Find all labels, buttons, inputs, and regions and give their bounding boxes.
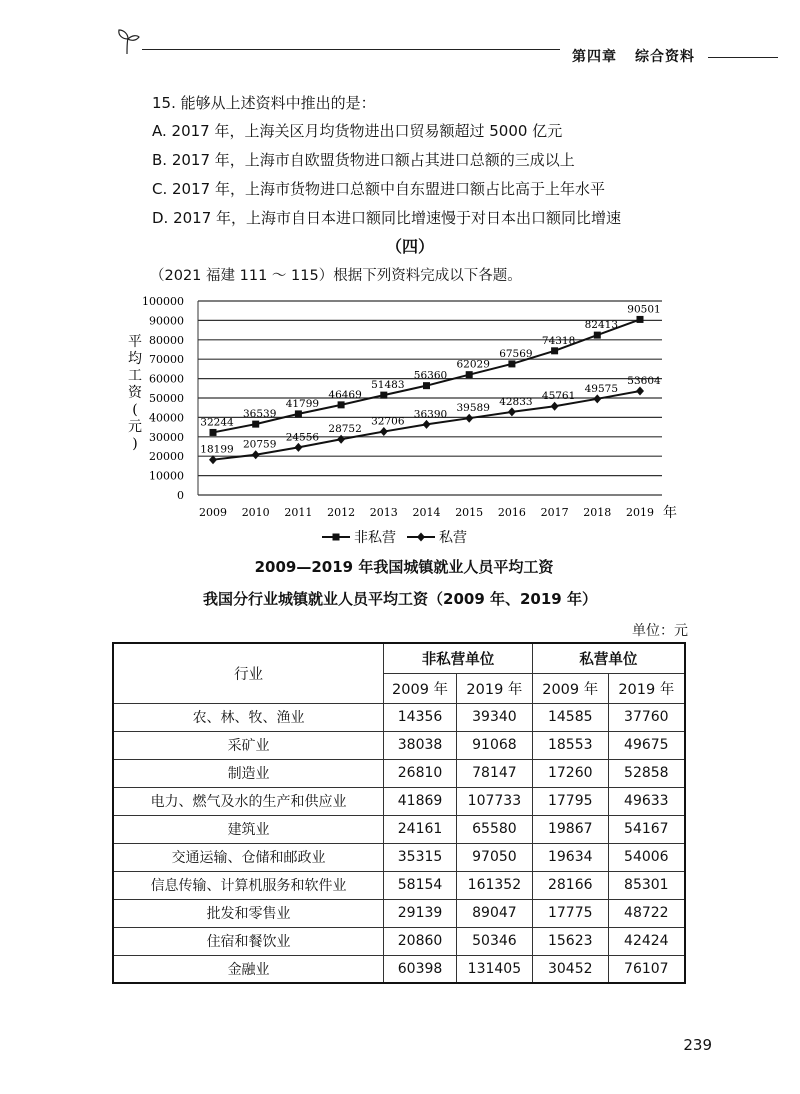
data-label: 41799 (285, 397, 320, 410)
wage-cell: 107733 (456, 787, 532, 815)
data-labels (200, 303, 661, 455)
diamond-marker (380, 427, 388, 436)
square-marker (637, 316, 644, 323)
square-marker (380, 392, 387, 399)
data-label: 24556 (285, 431, 320, 444)
data-label: 36539 (242, 408, 277, 421)
wage-cell: 91068 (456, 731, 532, 759)
diamond-marker (551, 402, 559, 411)
industry-cell: 批发和零售业 (113, 899, 384, 927)
y-axis-label (128, 334, 143, 452)
x-tick-label: 2010 (241, 506, 270, 519)
sprout-logo-icon (112, 26, 142, 56)
y-tick-label: 20000 (149, 450, 184, 464)
wage-cell: 49675 (608, 731, 685, 759)
option-a: A. 2017 年，上海关区月均货物进出口贸易额超过 5000 亿元 (152, 122, 563, 140)
header-year: 2019 年 (456, 673, 532, 703)
diamond-marker (294, 443, 302, 452)
page-number: 239 (683, 1036, 712, 1054)
section-label: 综合资料 (635, 49, 695, 65)
industry-cell: 电力、燃气及水的生产和供应业 (113, 787, 384, 815)
legend-diamond-marker (417, 533, 425, 542)
wage-cell: 30452 (532, 955, 608, 983)
wage-cell: 65580 (456, 815, 532, 843)
industry-cell: 住宿和餐饮业 (113, 927, 384, 955)
wage-cell: 42424 (608, 927, 685, 955)
data-label: 62029 (456, 358, 490, 371)
table-row (113, 843, 685, 871)
wage-cell: 60398 (384, 955, 457, 983)
diamond-marker (593, 394, 601, 403)
y-axis-ticks (142, 295, 184, 502)
x-tick-label: 2015 (455, 506, 484, 519)
wage-cell: 15623 (532, 927, 608, 955)
wage-cell: 35315 (384, 843, 457, 871)
x-tick-label: 2019 (626, 506, 654, 519)
square-marker (466, 371, 473, 378)
square-marker (594, 332, 601, 339)
y-axis-label-char: ( (132, 402, 138, 418)
y-tick-label: 40000 (149, 411, 184, 425)
industry-cell: 交通运输、仓储和邮政业 (113, 843, 384, 871)
wage-cell: 39340 (456, 703, 532, 731)
wage-cell: 48722 (608, 899, 685, 927)
square-marker (551, 347, 558, 354)
table-row (113, 955, 685, 983)
industry-cell: 制造业 (113, 759, 384, 787)
legend-label: 非私营 (354, 530, 396, 546)
x-tick-label: 2009 (199, 506, 227, 519)
x-axis-ticks (199, 504, 677, 521)
wage-cell: 58154 (384, 871, 457, 899)
wage-cell: 17775 (532, 899, 608, 927)
y-tick-label: 30000 (149, 430, 184, 444)
y-tick-label: 80000 (149, 333, 184, 347)
wage-cell: 24161 (384, 815, 457, 843)
question-title: 15. 能够从上述资料中推出的是： (152, 94, 376, 112)
y-axis-label-char: ) (132, 436, 138, 452)
data-label: 82413 (584, 319, 619, 332)
wage-cell: 54167 (608, 815, 685, 843)
industry-cell: 农、林、牧、渔业 (113, 703, 384, 731)
wage-cell: 50346 (456, 927, 532, 955)
data-label: 45761 (541, 390, 576, 403)
wage-cell: 131405 (456, 955, 532, 983)
header-rule-right (708, 57, 778, 58)
y-axis-label-char: 元 (128, 419, 142, 435)
x-tick-label: 2013 (369, 506, 398, 519)
header-non-private: 非私营单位 (384, 643, 533, 673)
y-tick-label: 0 (177, 489, 184, 502)
wage-cell: 20860 (384, 927, 457, 955)
wage-table (112, 642, 686, 984)
wage-cell: 52858 (608, 759, 685, 787)
data-label: 20759 (242, 438, 277, 451)
y-tick-label: 60000 (149, 372, 184, 386)
wage-cell: 28166 (532, 871, 608, 899)
wage-cell: 17795 (532, 787, 608, 815)
wage-cell: 49633 (608, 787, 685, 815)
wage-cell: 41869 (384, 787, 457, 815)
data-label: 36390 (413, 408, 448, 421)
data-label: 32706 (371, 415, 405, 428)
x-tick-label: 2016 (497, 506, 526, 519)
wage-cell: 89047 (456, 899, 532, 927)
square-marker (508, 360, 515, 367)
legend-square-marker (333, 534, 340, 541)
data-label: 42833 (499, 395, 533, 408)
wage-cell: 18553 (532, 731, 608, 759)
square-marker (423, 382, 430, 389)
wage-cell: 97050 (456, 843, 532, 871)
square-marker (210, 429, 217, 436)
x-tick-label: 2014 (412, 506, 441, 519)
header-private: 私营单位 (532, 643, 685, 673)
table-title: 我国分行业城镇就业人员平均工资（2009 年、2019 年） (203, 590, 597, 608)
diamond-marker (465, 414, 473, 423)
table-row (113, 703, 685, 731)
square-marker (338, 401, 345, 408)
data-label: 18199 (200, 443, 234, 456)
diamond-marker (508, 407, 516, 416)
x-tick-label: 2017 (540, 506, 569, 519)
industry-cell: 建筑业 (113, 815, 384, 843)
wage-cell: 17260 (532, 759, 608, 787)
wage-cell: 14585 (532, 703, 608, 731)
wage-cell: 161352 (456, 871, 532, 899)
header-industry: 行业 (113, 643, 384, 703)
chart-title: 2009—2019 年我国城镇就业人员平均工资 (254, 558, 554, 576)
square-marker (252, 421, 259, 428)
table-body (113, 703, 685, 983)
table-row (113, 871, 685, 899)
square-marker (295, 410, 302, 417)
y-axis-label-char: 工 (128, 368, 142, 384)
data-label: 51483 (371, 379, 405, 392)
legend-label: 私营 (439, 530, 467, 546)
table-row (113, 759, 685, 787)
data-label: 53604 (627, 375, 661, 388)
header-rule (142, 49, 560, 50)
table-row (113, 787, 685, 815)
running-header (572, 46, 713, 66)
industry-cell: 金融业 (113, 955, 384, 983)
wage-cell: 37760 (608, 703, 685, 731)
x-axis-unit: 年 (663, 505, 677, 521)
y-tick-label: 70000 (149, 353, 184, 367)
y-tick-label: 100000 (142, 295, 184, 308)
data-label: 28752 (328, 423, 362, 436)
diamond-marker (252, 450, 260, 459)
y-tick-label: 10000 (149, 469, 184, 483)
table-row (113, 731, 685, 759)
data-label: 56360 (413, 369, 448, 382)
y-tick-label: 90000 (149, 314, 184, 328)
diamond-marker (636, 387, 644, 396)
header-year: 2009 年 (384, 673, 457, 703)
y-tick-label: 50000 (149, 392, 184, 405)
diamond-marker (423, 420, 431, 429)
wage-cell: 38038 (384, 731, 457, 759)
wage-cell: 78147 (456, 759, 532, 787)
wage-cell: 29139 (384, 899, 457, 927)
wage-line-chart (0, 288, 800, 558)
data-label: 32244 (200, 416, 234, 429)
wage-cell: 14356 (384, 703, 457, 731)
data-label: 39589 (456, 402, 490, 415)
intro-text: （2021 福建 111 ～ 115）根据下列资料完成以下各题。 (150, 268, 522, 284)
chapter-label: 第四章 (572, 49, 617, 65)
option-d: D. 2017 年，上海市自日本进口额同比增速慢于对日本出口额同比增速 (152, 209, 622, 227)
header-year: 2019 年 (608, 673, 685, 703)
data-label: 49575 (584, 382, 619, 395)
wage-cell: 19634 (532, 843, 608, 871)
data-label: 67569 (499, 347, 533, 360)
table-row (113, 927, 685, 955)
y-axis-label-char: 平 (128, 334, 142, 350)
chart-legend (322, 529, 467, 546)
x-tick-label: 2011 (284, 506, 313, 519)
wage-cell: 76107 (608, 955, 685, 983)
table-row (113, 815, 685, 843)
y-axis-label-char: 资 (128, 385, 142, 401)
data-label: 46469 (328, 388, 362, 401)
diamond-marker (337, 435, 345, 444)
header-year: 2009 年 (532, 673, 608, 703)
industry-cell: 采矿业 (113, 731, 384, 759)
option-c: C. 2017 年，上海市货物进口总额中自东盟进口额占比高于上年水平 (152, 180, 605, 198)
wage-cell: 26810 (384, 759, 457, 787)
y-axis-label-char: 均 (128, 351, 142, 367)
table-unit: 单位：元 (632, 623, 688, 639)
section-heading: （四） (385, 237, 434, 256)
table-row (113, 899, 685, 927)
wage-cell: 85301 (608, 871, 685, 899)
x-tick-label: 2018 (583, 506, 612, 519)
wage-cell: 19867 (532, 815, 608, 843)
industry-cell: 信息传输、计算机服务和软件业 (113, 871, 384, 899)
data-label: 74318 (541, 334, 576, 347)
option-b: B. 2017 年，上海市自欧盟货物进口额占其进口总额的三成以上 (152, 151, 575, 169)
wage-cell: 54006 (608, 843, 685, 871)
x-tick-label: 2012 (327, 506, 356, 519)
data-label: 90501 (627, 303, 661, 316)
